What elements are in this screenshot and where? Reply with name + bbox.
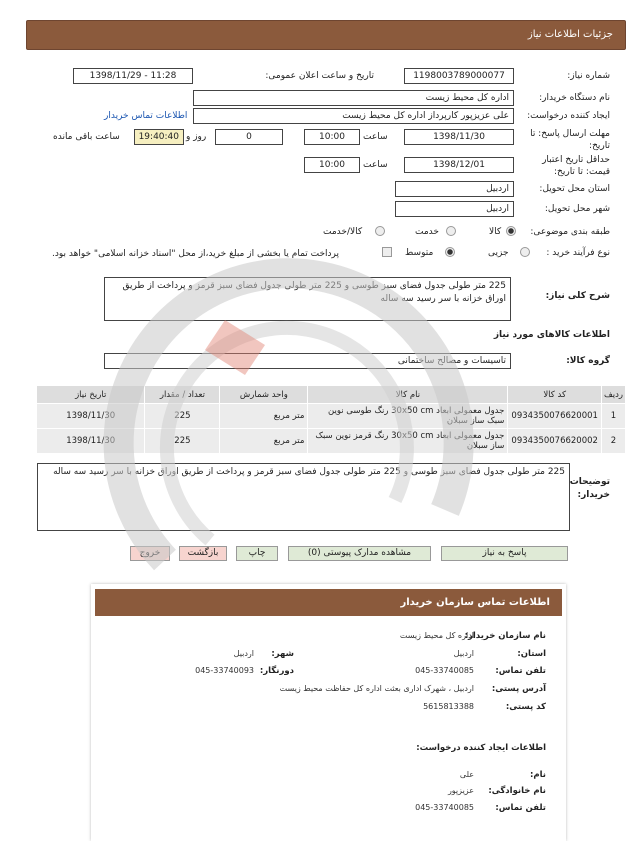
announce-label: تاریخ و ساعت اعلان عمومی: (265, 71, 374, 81)
creator-family: عزیزپور (447, 786, 474, 795)
process-medium-label: متوسط (405, 248, 434, 258)
row-unit: متر مربع (220, 404, 308, 429)
col-qty: تعداد / مقدار (145, 386, 220, 404)
category-both-label: کالا/خدمت (323, 227, 363, 237)
validity-time-field[interactable]: 10:00 (304, 157, 360, 173)
col-idx: ردیف (601, 386, 625, 404)
contact-org: اداره کل محیط زیست (399, 631, 474, 640)
row-name: جدول معمولی ابعاد 30x50 cm رنگ قرمز نوین سبک ساز سبلان (308, 429, 508, 454)
contact-city: اردبیل (233, 649, 254, 658)
contact-city-label: شهر: (271, 649, 294, 659)
contact-fax: 045-33740093 (195, 666, 254, 675)
creator-section-title: اطلاعات ایجاد کننده درخواست: (416, 743, 546, 753)
goods-group-label: گروه کالا: (566, 356, 610, 366)
contact-province: اردبیل (453, 649, 474, 658)
col-code: کد کالا (508, 386, 602, 404)
days-label: روز و (186, 132, 207, 142)
page-header (26, 20, 626, 50)
category-goods-label: کالا (489, 227, 502, 237)
validity-label: حداقل تاریخ اعتبار قیمت: تا تاریخ: (542, 155, 610, 177)
contact-panel-header (95, 589, 562, 616)
province-label: استان محل تحویل: (539, 184, 610, 194)
buyer-org-field[interactable]: اداره کل محیط زیست (193, 90, 514, 106)
city-field[interactable]: اردبیل (395, 201, 514, 217)
creator-label: ایجاد کننده درخواست: (527, 111, 610, 121)
category-radio-service[interactable] (446, 226, 456, 236)
deadline-time-field[interactable]: 10:00 (304, 129, 360, 145)
process-minor-label: جزیی (488, 248, 509, 258)
goods-table (36, 385, 626, 454)
payment-note: پرداخت تمام یا بخشی از مبلغ خرید،از محل "اسناد خزانه اسلامی" خواهد بود. (52, 249, 340, 259)
row-idx: 1 (601, 404, 625, 429)
row-code: 0934350076620001 (508, 404, 602, 429)
table-row (37, 429, 626, 454)
contact-title: اطلاعات تماس سازمان خریدار (400, 597, 550, 608)
announce-field[interactable]: 1398/11/29 - 11:28 (73, 68, 193, 84)
contact-address: اردبیل ، شهرک اداری بعثت اداره کل حفاظت محیط زیست (279, 684, 474, 693)
days-field: 0 (215, 129, 283, 145)
table-row (37, 404, 626, 429)
contact-org-label: نام سازمان خریدار: (464, 631, 546, 641)
attachments-button[interactable]: مشاهده مدارک پیوستی (0) (288, 546, 431, 561)
deadline-label: مهلت ارسال پاسخ: تا تاریخ: (530, 129, 610, 151)
goods-section-title: اطلاعات کالاهای مورد نیاز (493, 330, 610, 340)
category-label: طبقه بندی موضوعی: (530, 227, 610, 237)
contact-postal: 5615813388 (423, 702, 474, 711)
row-code: 0934350076620002 (508, 429, 602, 454)
process-label: نوع فرآیند خرید : (546, 248, 610, 258)
row-date: 1398/11/30 (37, 404, 145, 429)
row-idx: 2 (601, 429, 625, 454)
creator-field[interactable]: علی عزیزپور کارپرداز اداره کل محیط زیست (193, 108, 514, 124)
respond-button[interactable]: پاسخ به نیاز (441, 546, 568, 561)
exit-button[interactable]: خروج (130, 546, 170, 561)
creator-name-label: نام: (529, 770, 546, 780)
row-unit: متر مربع (220, 429, 308, 454)
row-qty: 225 (145, 429, 220, 454)
validity-date-field[interactable]: 1398/12/01 (404, 157, 514, 173)
goods-group-field[interactable]: تاسیسات و مصالح ساختمانی (104, 353, 511, 369)
back-button[interactable]: بازگشت (179, 546, 227, 561)
creator-family-label: نام خانوادگی: (488, 786, 546, 796)
col-name: نام کالا (308, 386, 508, 404)
remaining-time-field: 19:40:40 (134, 129, 184, 145)
payment-checkbox[interactable] (382, 247, 392, 257)
col-date: تاریخ نیاز (37, 386, 145, 404)
creator-phone: 045-33740085 (415, 803, 474, 812)
contact-phone: 045-33740085 (415, 666, 474, 675)
notes-textarea[interactable]: 225 متر طولی جدول فضای سبز طوسی و 225 متر طولی جدول فضای سبز قرمز و پرداخت از طریق اوراق خزانه با سر رسید سه ساله (37, 463, 570, 531)
validity-time-label: ساعت (363, 160, 388, 170)
city-label: شهر محل تحویل: (544, 204, 610, 214)
row-name: جدول معمولی ابعاد 30x50 cm رنگ طوسی نوین سبک ساز سبلان (308, 404, 508, 429)
contact-fax-label: دورنگار: (259, 666, 294, 676)
summary-label: شرح کلی نیاز: (545, 291, 610, 301)
process-radio-minor[interactable] (520, 247, 530, 257)
col-unit: واحد شمارش (220, 386, 308, 404)
summary-textarea[interactable]: 225 متر طولی جدول فضای سبز طوسی و 225 متر طولی جدول فضای سبز قرمز و پرداخت از طریق اوراق خزانه با سر رسید سه ساله (104, 277, 511, 321)
process-radio-medium[interactable] (445, 247, 455, 257)
category-radio-goods[interactable] (506, 226, 516, 236)
buyer-org-label: نام دستگاه خریدار: (539, 93, 610, 103)
province-field[interactable]: اردبیل (395, 181, 514, 197)
category-radio-both[interactable] (375, 226, 385, 236)
print-button[interactable]: چاپ (236, 546, 278, 561)
page-title: جزئیات اطلاعات نیاز (527, 29, 613, 40)
contact-phone-label: تلفن تماس: (495, 666, 546, 676)
deadline-time-label: ساعت (363, 132, 388, 142)
row-date: 1398/11/30 (37, 429, 145, 454)
deadline-date-field[interactable]: 1398/11/30 (404, 129, 514, 145)
contact-province-label: استان: (517, 649, 546, 659)
remaining-label: ساعت باقی مانده (53, 132, 120, 142)
creator-phone-label: تلفن تماس: (495, 803, 546, 813)
creator-name: علی (459, 770, 474, 779)
row-qty: 225 (145, 404, 220, 429)
category-service-label: خدمت (415, 227, 439, 237)
contact-postal-label: کد پستی: (505, 702, 546, 712)
notes-label: توضیحات خریدار: (569, 477, 610, 500)
buyer-contact-link[interactable]: اطلاعات تماس خریدار (104, 111, 188, 121)
need-number-field[interactable]: 1198003789000077 (404, 68, 514, 84)
contact-address-label: آدرس پستی: (491, 684, 546, 694)
need-number-label: شماره نیاز: (567, 71, 610, 81)
